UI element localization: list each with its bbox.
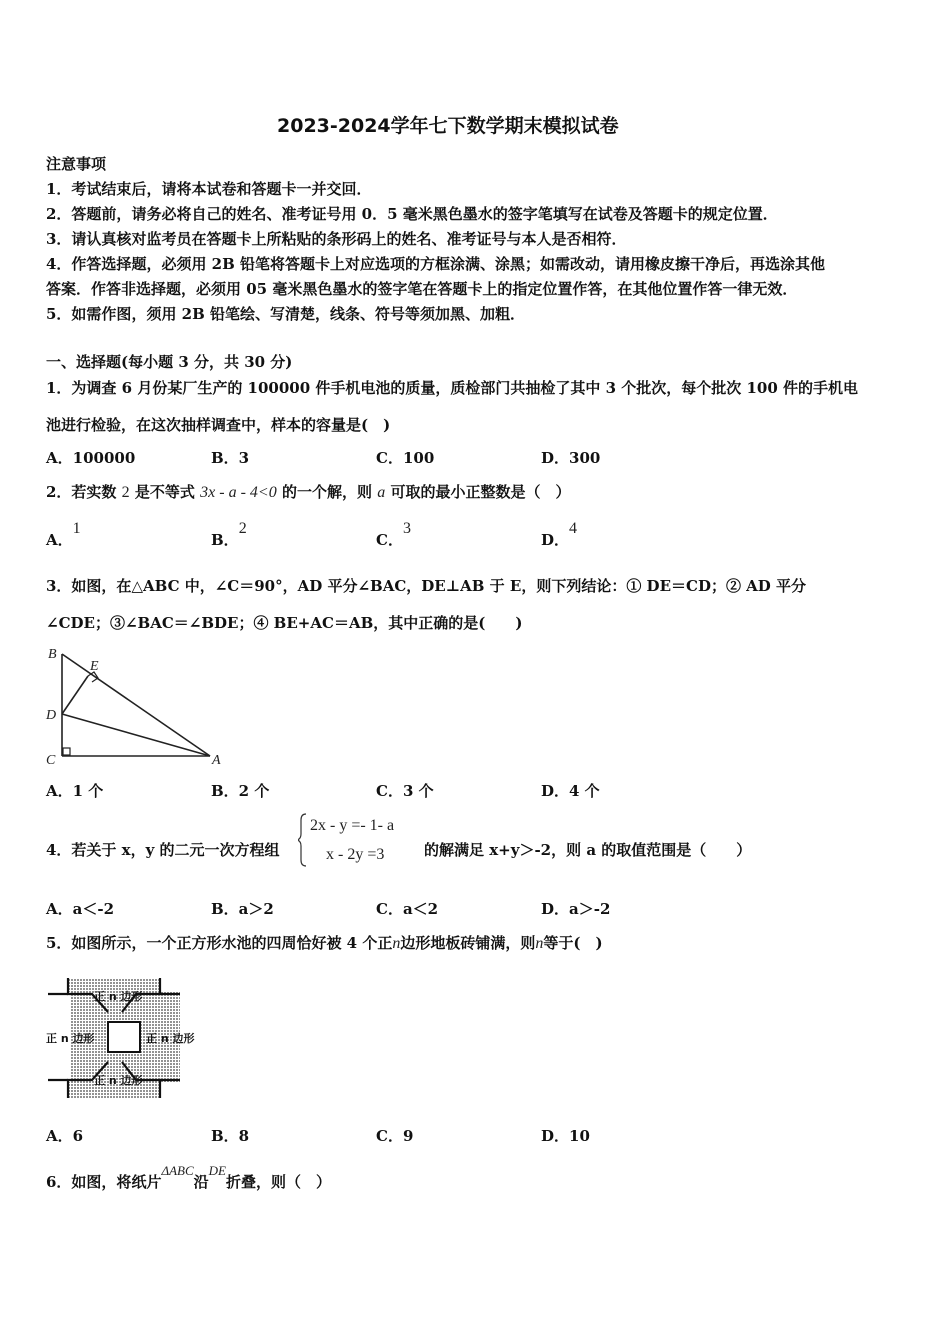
q6-segment: DE <box>208 1163 226 1178</box>
tile-label-left: 正 n 边形 <box>46 1032 95 1045</box>
q4-equation-1: 2x - y =- 1- a <box>310 817 395 834</box>
notice-item: 1．考试结束后，请将本试卷和答题卡一并交回． <box>46 180 372 198</box>
q5-option-a: A．6 <box>46 1127 84 1145</box>
q5-option-c: C．9 <box>376 1127 414 1145</box>
q2-text-post: 可取的最小正整数是（ ） <box>390 483 571 501</box>
notice-item: 3．请认真核对监考员在答题卡上所粘贴的条形码上的姓名、准考证号与本人是否相符． <box>46 230 627 248</box>
option-letter: A． <box>46 531 73 549</box>
q6-text-mid: 沿 <box>193 1173 209 1191</box>
question-1-line1: 1．为调查 6 月份某厂生产的 100000 件手机电池的质量，质检部门共抽检了其中 3 个批次，每个批次 100 件的手机电 <box>46 379 859 397</box>
side-ab <box>62 654 210 756</box>
option-value: 2 <box>238 520 247 537</box>
q3-option-b: B．2 个 <box>211 782 270 800</box>
question-4-pre: 4．若关于 x，y 的二元一次方程组 <box>46 841 280 859</box>
q4-option-b: B．a＞2 <box>211 900 274 918</box>
segment-de <box>62 676 88 714</box>
option-letter: C． <box>376 531 403 549</box>
q5-variable: n <box>392 935 401 952</box>
question-3-line1: 3．如图，在△ABC 中，∠C＝90°，AD 平分∠BAC，DE⊥AB 于 E，则下列结论：① DE＝CD；② AD 平分 <box>46 577 807 595</box>
q6-triangle: ΔABC <box>161 1163 194 1178</box>
q4-option-d: D．a＞-2 <box>541 900 611 918</box>
q2-option-b <box>211 520 247 551</box>
label-d: D <box>46 708 57 723</box>
notice-item: 2．答题前，请务必将自己的姓名、准考证号用 0．5 毫米黑色墨水的签字笔填写在试卷及答题卡的规定位置． <box>46 205 778 223</box>
q5-option-b: B．8 <box>211 1127 250 1145</box>
q3-option-c: C．3 个 <box>376 782 434 800</box>
label-c: C <box>46 753 56 768</box>
q2-inequality: 3x - a - 4<0 <box>200 484 277 501</box>
q1-option-c: C．100 <box>376 449 435 467</box>
notice-heading: 注意事项 <box>46 155 107 173</box>
q5-variable-2: n <box>535 935 544 952</box>
right-angle-c <box>63 748 70 755</box>
tile-label-right: 正 n 边形 <box>146 1032 195 1045</box>
q5-option-d: D．10 <box>541 1127 590 1145</box>
section-heading: 一、选择题(每小题 3 分，共 30 分) <box>46 353 293 371</box>
notice-item: 4．作答选择题，必须用 2B 铅笔将答题卡上对应选项的方框涂满、涂黑；如需改动，请用橡皮擦干净后，再选涂其他 <box>46 255 826 273</box>
q2-text-mid: 是不等式 <box>134 483 195 501</box>
q2-text-pre: 2．若实数 <box>46 483 117 501</box>
q3-option-d: D．4 个 <box>541 782 600 800</box>
q4-equation-system <box>298 812 422 868</box>
brace-icon <box>298 814 306 866</box>
q4-option-c: C．a＜2 <box>376 900 439 918</box>
question-1-line2: 池进行检验，在这次抽样调查中，样本的容量是( ) <box>46 416 391 434</box>
q2-number: 2 <box>121 484 130 501</box>
option-value: 4 <box>569 520 578 537</box>
notice-item: 答案．作答非选择题，必须用 05 毫米黑色墨水的签字笔在答题卡上的指定位置作答，在其他位置作答一律无效． <box>46 280 798 298</box>
q6-text-post: 折叠，则（ ） <box>226 1173 332 1191</box>
q6-text-pre: 6．如图，将纸片 <box>46 1173 162 1191</box>
segment-ad <box>62 714 210 756</box>
option-letter: D． <box>541 531 570 549</box>
q5-text-post: 等于( ) <box>543 934 603 952</box>
q2-option-c <box>376 520 411 551</box>
q3-option-a: A．1 个 <box>46 782 104 800</box>
question-2 <box>46 482 570 503</box>
q5-text-pre: 5．如图所示，一个正方形水池的四周恰好被 4 个正 <box>46 934 393 952</box>
q1-option-b: B．3 <box>211 449 250 467</box>
q1-option-a: A．100000 <box>46 449 136 467</box>
question-4-post: 的解满足 x+y＞-2，则 a 的取值范围是（ ） <box>424 841 752 859</box>
q2-option-d <box>541 520 578 551</box>
q4-option-a: A．a＜-2 <box>46 900 115 918</box>
question-3-line2: ∠CDE；③∠BAC＝∠BDE；④ BE+AC＝AB，其中正确的是( ) <box>46 614 523 632</box>
page-title: 2023-2024学年七下数学期末模拟试卷 <box>277 115 619 137</box>
tile-label-top: 正 n 边形 <box>94 990 143 1003</box>
option-letter: B． <box>211 531 239 549</box>
tile-label-bottom: 正 n 边形 <box>94 1074 143 1087</box>
question-6 <box>46 1163 332 1193</box>
notice-item: 5．如需作图，须用 2B 铅笔绘、写清楚，线条、符号等须加黑、加粗． <box>46 305 525 323</box>
label-b: B <box>48 647 57 662</box>
q2-variable: a <box>377 484 386 501</box>
option-value: 1 <box>72 520 81 537</box>
q3-triangle-figure <box>44 644 234 770</box>
square-pool <box>108 1022 140 1052</box>
q5-pool-figure <box>44 970 214 1105</box>
question-5 <box>46 933 603 954</box>
label-e: E <box>90 659 99 674</box>
label-a: A <box>212 753 221 768</box>
q4-equation-2: x - 2y =3 <box>326 846 385 863</box>
q5-text-mid: 边形地板砖铺满，则 <box>400 934 536 952</box>
option-value: 3 <box>402 520 411 537</box>
q2-option-a <box>46 520 81 551</box>
q2-text-mid2: 的一个解，则 <box>281 483 372 501</box>
q1-option-d: D．300 <box>541 449 601 467</box>
